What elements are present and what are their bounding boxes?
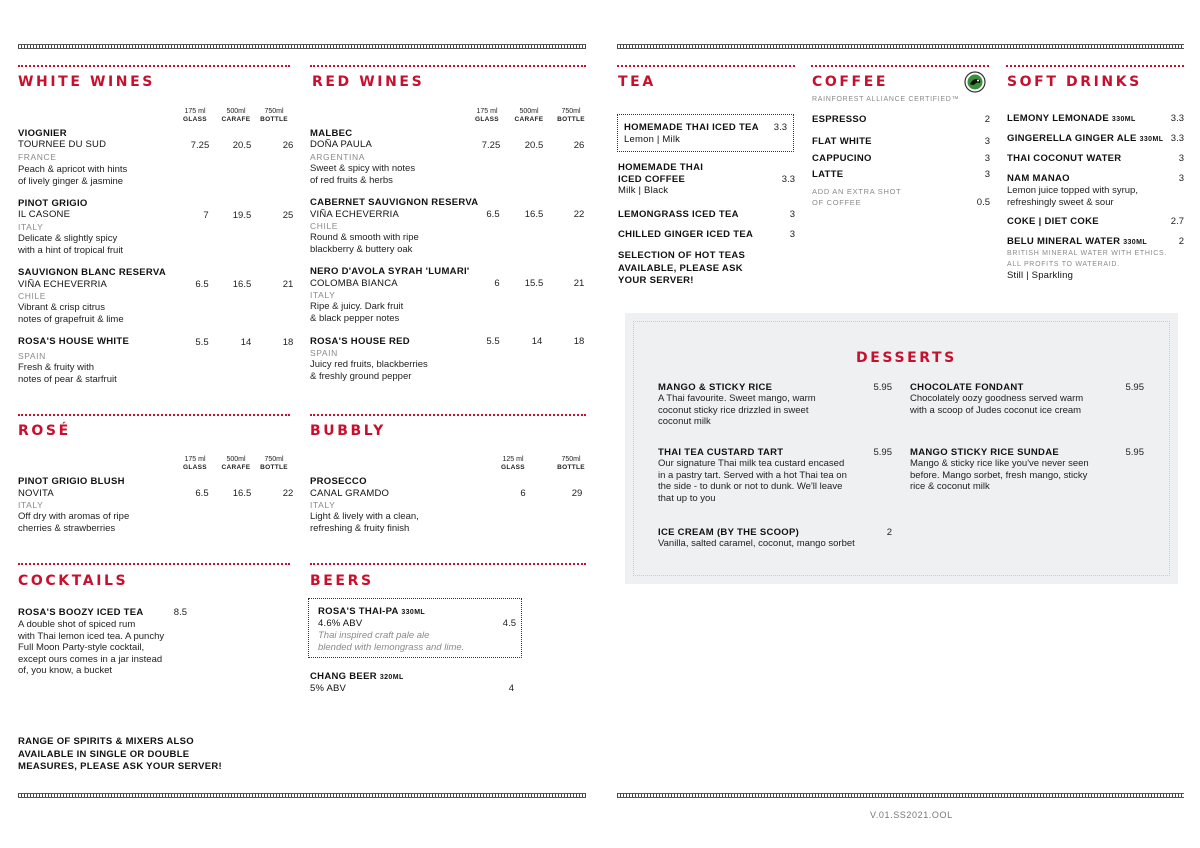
price-glass: 6.5 bbox=[195, 279, 209, 290]
spirits-note: RANGE OF SPIRITS & MIXERS ALSO AVAILABLE IN SINGLE OR DOUBLE MEASURES, PLEASE ASK YOUR SERVER! bbox=[18, 736, 222, 772]
wine-origin: ARGENTINA bbox=[310, 152, 365, 162]
dessert-price: 2 bbox=[886, 527, 892, 538]
price-glass: 6 bbox=[520, 488, 526, 499]
price-bottle: 22 bbox=[573, 209, 585, 220]
cocktail-description: A double shot of spiced rum with Thai lemon iced tea. A punchy Full Moon Party-style cocktail, except ours comes in a jar instead of, you know, a bucket bbox=[18, 619, 165, 676]
red-rule bbox=[18, 563, 290, 565]
section-title-bubbly: BUBBLY bbox=[310, 423, 386, 439]
rainforest-cert: RAINFOREST ALLIANCE CERTIFIED™ bbox=[812, 96, 960, 103]
dessert-description: Chocolately oozy goodness served warm with a scoop of Judes coconut ice cream bbox=[910, 393, 1084, 416]
dessert-description: A Thai favourite. Sweet mango, warm coconut sticky rice drizzled in sweet coconut milk bbox=[658, 393, 816, 427]
beer-name: CHANG BEER 320ML bbox=[310, 671, 404, 682]
soft-drink-price: 3.3 bbox=[1170, 133, 1184, 144]
wine-producer: VIÑA ECHEVERRIA bbox=[310, 209, 400, 220]
price-bottle: 18 bbox=[573, 336, 585, 347]
price-bottle: 18 bbox=[282, 337, 294, 348]
tea-price: 3.3 bbox=[773, 122, 787, 133]
col-head-glass: 125 ml GLASS bbox=[501, 456, 525, 471]
wine-name: CABERNET SAUVIGNON RESERVA bbox=[310, 197, 479, 208]
wine-description: Juicy red fruits, blackberries & freshly ground pepper bbox=[310, 359, 428, 382]
wine-origin: FRANCE bbox=[18, 152, 57, 162]
coffee-name: LATTE bbox=[812, 169, 844, 180]
soft-drink-price: 3 bbox=[1178, 153, 1184, 164]
cocktail-name: ROSA'S BOOZY ICED TEA bbox=[18, 607, 144, 618]
dessert-name: THAI TEA CUSTARD TART bbox=[658, 447, 784, 458]
wine-description: Ripe & juicy. Dark fruit & black pepper notes bbox=[310, 301, 404, 324]
price-carafe: 19.5 bbox=[232, 210, 252, 221]
dessert-name: MANGO STICKY RICE SUNDAE bbox=[910, 447, 1060, 458]
wine-origin: SPAIN bbox=[18, 351, 46, 361]
wine-producer: IL CASONE bbox=[18, 209, 71, 220]
section-title-red-wines: RED WINES bbox=[312, 74, 425, 90]
red-rule bbox=[617, 65, 795, 67]
wine-description: Off dry with aromas of ripe cherries & strawberries bbox=[18, 511, 130, 534]
wine-origin: ITALY bbox=[310, 290, 336, 300]
price-carafe: 16.5 bbox=[232, 279, 252, 290]
wine-name: PROSECCO bbox=[310, 476, 367, 487]
dessert-price: 5.95 bbox=[873, 382, 892, 393]
price-glass: 6 bbox=[494, 278, 500, 289]
dessert-description: Mango & sticky rice like you've never seen before. Mango sorbet, fresh mango, sticky rice & coconut milk bbox=[910, 458, 1089, 492]
price-glass: 5.5 bbox=[486, 336, 500, 347]
red-rule bbox=[18, 414, 290, 416]
beer-abv: 4.6% ABV bbox=[318, 618, 363, 629]
col-head-bottle: 750ml BOTTLE bbox=[260, 456, 288, 471]
dessert-price: 5.95 bbox=[1125, 382, 1144, 393]
soft-drink-name: THAI COCONUT WATER bbox=[1007, 153, 1122, 164]
wine-description: Peach & apricot with hints of lively ginger & jasmine bbox=[18, 164, 128, 187]
top-rule-right bbox=[617, 44, 1184, 49]
price-carafe: 16.5 bbox=[524, 209, 544, 220]
top-rule-left bbox=[18, 44, 586, 49]
soft-drink-price: 2.7 bbox=[1170, 216, 1184, 227]
wine-description: Delicate & slightly spicy with a hint of tropical fruit bbox=[18, 233, 124, 256]
cocktail-price: 8.5 bbox=[173, 607, 187, 618]
wine-name: ROSA'S HOUSE RED bbox=[310, 336, 410, 347]
section-title-tea: TEA bbox=[618, 74, 656, 90]
wine-origin: ITALY bbox=[18, 222, 44, 232]
tea-name: HOMEMADE THAI ICED COFFEE bbox=[618, 162, 704, 185]
belu-options: Still | Sparkling bbox=[1007, 270, 1074, 281]
red-rule bbox=[310, 414, 586, 416]
coffee-price: 2 bbox=[984, 114, 990, 125]
dessert-name: ICE CREAM (BY THE SCOOP) bbox=[658, 527, 800, 538]
rainforest-alliance-frog-icon bbox=[964, 71, 986, 93]
section-title-beers: BEERS bbox=[310, 573, 374, 589]
wine-description: Fresh & fruity with notes of pear & starfruit bbox=[18, 362, 117, 385]
col-head-bottle: 750ml BOTTLE bbox=[557, 108, 585, 123]
soft-drink-description: Lemon juice topped with syrup, refreshingly sweet & sour bbox=[1007, 185, 1138, 208]
beer-price: 4.5 bbox=[502, 618, 516, 629]
price-glass: 7 bbox=[203, 210, 209, 221]
col-head-bottle: 750ml BOTTLE bbox=[260, 108, 288, 123]
price-glass: 6.5 bbox=[486, 209, 500, 220]
dessert-price: 5.95 bbox=[873, 447, 892, 458]
col-head-glass: 175 ml GLASS bbox=[475, 108, 499, 123]
wine-producer: TOURNEE DU SUD bbox=[18, 139, 107, 150]
section-title-soft-drinks: SOFT DRINKS bbox=[1007, 74, 1142, 90]
wine-origin: CHILE bbox=[310, 221, 339, 231]
wine-origin: SPAIN bbox=[310, 348, 338, 358]
wine-name: PINOT GRIGIO bbox=[18, 198, 88, 209]
bottom-rule-left bbox=[18, 793, 586, 798]
extra-shot-note: ADD AN EXTRA SHOT OF COFFEE bbox=[812, 187, 902, 207]
wine-name: VIOGNIER bbox=[18, 128, 67, 139]
col-head-carafe: 500ml CARAFE bbox=[221, 108, 251, 123]
price-glass: 7.25 bbox=[190, 140, 210, 151]
red-rule bbox=[1006, 65, 1184, 67]
col-head-glass: 175 ml GLASS bbox=[183, 456, 207, 471]
section-title-white-wines: WHITE WINES bbox=[18, 74, 155, 90]
price-bottle: 22 bbox=[282, 488, 294, 499]
wine-name: SAUVIGNON BLANC RESERVA bbox=[18, 267, 167, 278]
wine-name: NERO D'AVOLA SYRAH 'LUMARI' bbox=[310, 266, 470, 277]
belu-note: BRITISH MINERAL WATER WITH ETHICS. ALL PROFITS TO WATERAID. bbox=[1007, 250, 1168, 268]
red-rule bbox=[310, 563, 586, 565]
tea-options: Milk | Black bbox=[618, 185, 669, 196]
tea-price: 3.3 bbox=[781, 174, 795, 185]
price-bottle: 21 bbox=[573, 278, 585, 289]
price-bottle: 26 bbox=[282, 140, 294, 151]
beer-price: 4 bbox=[508, 683, 514, 694]
dessert-name: MANGO & STICKY RICE bbox=[658, 382, 773, 393]
tea-name: HOMEMADE THAI ICED TEA bbox=[624, 122, 759, 133]
tea-name: CHILLED GINGER ICED TEA bbox=[618, 229, 754, 240]
beer-description: Thai inspired craft pale ale blended with lemongrass and lime. bbox=[318, 630, 465, 653]
wine-producer: DOÑA PAULA bbox=[310, 139, 373, 150]
section-title-desserts: DESSERTS bbox=[856, 350, 957, 366]
tea-name: LEMONGRASS ICED TEA bbox=[618, 209, 739, 220]
coffee-price: 3 bbox=[984, 153, 990, 164]
section-title-rose: ROSÉ bbox=[18, 423, 71, 439]
hot-teas-note: SELECTION OF HOT TEAS AVAILABLE, PLEASE ASK YOUR SERVER! bbox=[618, 250, 746, 286]
price-bottle: 29 bbox=[571, 488, 583, 499]
wine-producer: NOVITA bbox=[18, 488, 54, 499]
wine-name: PINOT GRIGIO BLUSH bbox=[18, 476, 125, 487]
red-rule bbox=[18, 65, 290, 67]
price-glass: 5.5 bbox=[195, 337, 209, 348]
wine-description: Vibrant & crisp citrus notes of grapefruit & lime bbox=[18, 302, 124, 325]
red-rule bbox=[310, 65, 586, 67]
col-head-carafe: 500ml CARAFE bbox=[514, 108, 544, 123]
wine-origin: ITALY bbox=[310, 500, 336, 510]
extra-shot-price: 0.5 bbox=[976, 197, 990, 208]
wine-producer: CANAL GRAMDO bbox=[310, 488, 390, 499]
dessert-name: CHOCOLATE FONDANT bbox=[910, 382, 1024, 393]
soft-drink-price: 2 bbox=[1178, 236, 1184, 247]
soft-drink-name: BELU MINERAL WATER 330ML bbox=[1007, 236, 1147, 247]
featured-tea-box bbox=[617, 114, 794, 152]
tea-price: 3 bbox=[789, 209, 795, 220]
dessert-description: Our signature Thai milk tea custard encased in a pastry tart. Served with a hot Thai tea on the side - to dunk or not to dunk. We'll leave that up to you bbox=[658, 458, 847, 504]
soft-drink-name: GINGERELLA GINGER ALE 330ML bbox=[1007, 133, 1164, 144]
price-carafe: 14 bbox=[240, 337, 252, 348]
dessert-description: Vanilla, salted caramel, coconut, mango sorbet bbox=[658, 538, 855, 549]
price-bottle: 21 bbox=[282, 279, 294, 290]
soft-drink-name: LEMONY LEMONADE 330ML bbox=[1007, 113, 1136, 124]
col-head-bottle: 750ml BOTTLE bbox=[557, 456, 585, 471]
col-head-glass: 175 ml GLASS bbox=[183, 108, 207, 123]
coffee-name: ESPRESSO bbox=[812, 114, 867, 125]
coffee-name: CAPPUCINO bbox=[812, 153, 872, 164]
price-glass: 7.25 bbox=[481, 140, 501, 151]
coffee-price: 3 bbox=[984, 136, 990, 147]
coffee-name: FLAT WHITE bbox=[812, 136, 872, 147]
wine-description: Sweet & spicy with notes of red fruits & herbs bbox=[310, 163, 416, 186]
price-carafe: 14 bbox=[531, 336, 543, 347]
wine-producer: VIÑA ECHEVERRIA bbox=[18, 279, 108, 290]
beer-abv: 5% ABV bbox=[310, 683, 347, 694]
soft-drink-price: 3 bbox=[1178, 173, 1184, 184]
wine-description: Round & smooth with ripe blackberry & buttery oak bbox=[310, 232, 419, 255]
bottom-rule-right bbox=[617, 793, 1184, 798]
tea-price: 3 bbox=[789, 229, 795, 240]
red-rule bbox=[811, 65, 989, 67]
soft-drink-name: NAM MANAO bbox=[1007, 173, 1070, 184]
section-title-coffee: COFFEE bbox=[812, 74, 889, 90]
tea-options: Lemon | Milk bbox=[624, 134, 681, 145]
wine-name: MALBEC bbox=[310, 128, 353, 139]
beer-name: ROSA'S THAI-PA 330ML bbox=[318, 606, 426, 617]
soft-drink-price: 3.3 bbox=[1170, 113, 1184, 124]
price-carafe: 20.5 bbox=[524, 140, 544, 151]
wine-description: Light & lively with a clean, refreshing & fruity finish bbox=[310, 511, 419, 534]
wine-origin: CHILE bbox=[18, 291, 47, 301]
price-carafe: 16.5 bbox=[232, 488, 252, 499]
version-code: V.01.SS2021.OOL bbox=[870, 810, 953, 820]
wine-producer: COLOMBA BIANCA bbox=[310, 278, 398, 289]
price-carafe: 20.5 bbox=[232, 140, 252, 151]
price-bottle: 25 bbox=[282, 210, 294, 221]
price-bottle: 26 bbox=[573, 140, 585, 151]
coffee-price: 3 bbox=[984, 169, 990, 180]
section-title-cocktails: COCKTAILS bbox=[18, 573, 129, 589]
price-glass: 6.5 bbox=[195, 488, 209, 499]
dessert-price: 5.95 bbox=[1125, 447, 1144, 458]
soft-drink-name: COKE | DIET COKE bbox=[1007, 216, 1099, 227]
price-carafe: 15.5 bbox=[524, 278, 544, 289]
wine-name: ROSA'S HOUSE WHITE bbox=[18, 336, 130, 347]
col-head-carafe: 500ml CARAFE bbox=[221, 456, 251, 471]
wine-origin: ITALY bbox=[18, 500, 44, 510]
